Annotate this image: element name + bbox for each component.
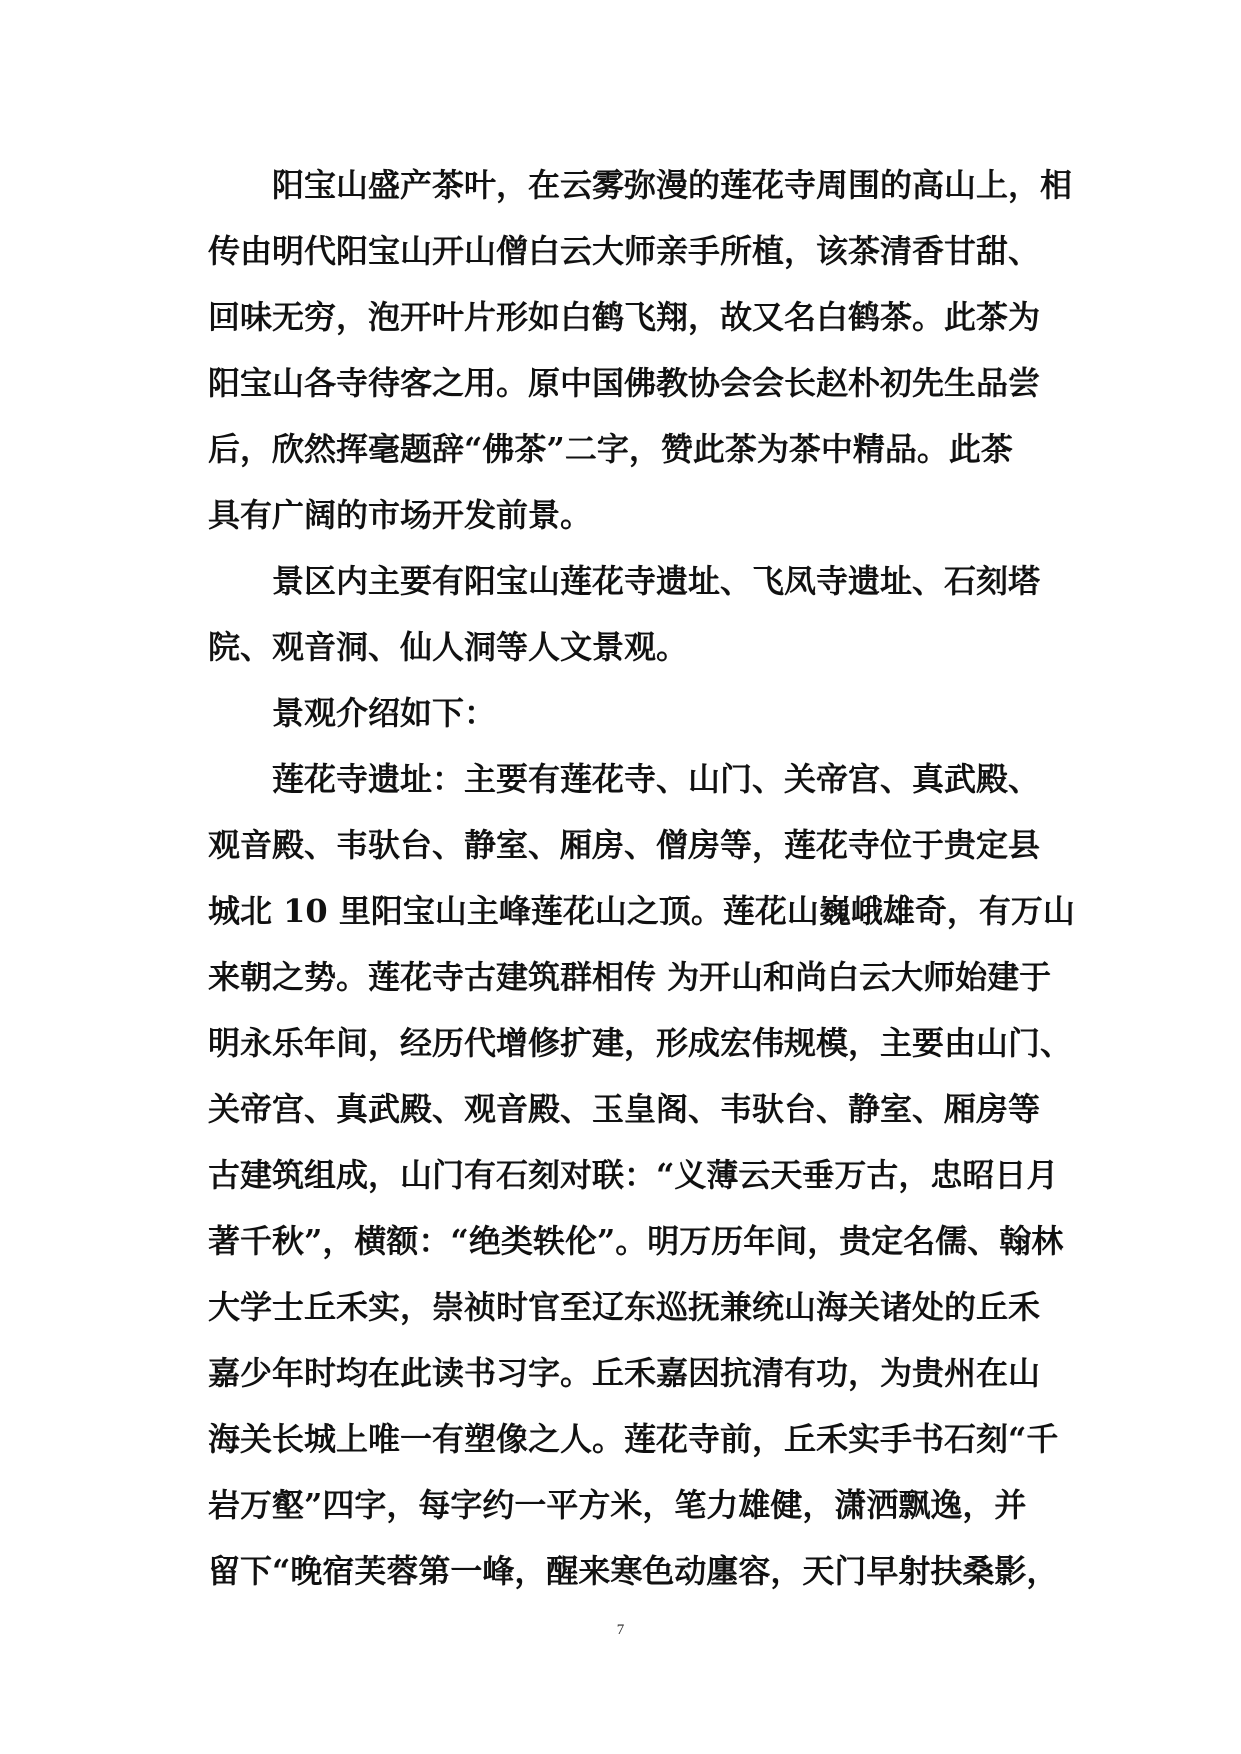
paragraph-line: 莲花寺遗址：主要有莲花寺、山门、关帝宫、真武殿、 — [272, 760, 1041, 798]
document-body — [208, 152, 1088, 1604]
paragraph-line: 观音殿、韦驮台、静室、厢房、僧房等，莲花寺位于贵定县 — [208, 826, 1041, 864]
paragraph-line: 著千秋”，横额：“绝类轶伦”。明万历年间，贵定名儒、翰林 — [208, 1222, 1064, 1260]
paragraph-line: 后，欣然挥毫题辞“佛茶”二字，赞此茶为茶中精品。此茶 — [208, 430, 1013, 468]
paragraph-line: 院、观音洞、仙人洞等人文景观。 — [208, 628, 689, 666]
paragraph-line: 大学士丘禾实，崇祯时官至辽东巡抚兼统山海关诸处的丘禾 — [208, 1288, 1041, 1326]
paragraph-line: 城北 10 里阳宝山主峰莲花山之顶。莲花山巍峨雄奇，有万山 — [208, 892, 1075, 930]
paragraph-line: 关帝宫、真武殿、观音殿、玉皇阁、韦驮台、静室、厢房等 — [208, 1090, 1041, 1128]
paragraph-line: 景观介绍如下： — [272, 694, 497, 732]
paragraph-line: 明永乐年间，经历代增修扩建，形成宏伟规模，主要由山门、 — [208, 1024, 1073, 1062]
paragraph-line: 景区内主要有阳宝山莲花寺遗址、飞凤寺遗址、石刻塔 — [272, 562, 1041, 600]
paragraph-line: 古建筑组成，山门有石刻对联：“义薄云天垂万古，忠昭日月 — [208, 1156, 1059, 1194]
paragraph-line: 回味无穷，泡开叶片形如白鹤飞翔，故又名白鹤茶。此茶为 — [208, 298, 1041, 336]
paragraph-line: 传由明代阳宝山开山僧白云大师亲手所植，该茶清香甘甜、 — [208, 232, 1041, 270]
page-number: 7 — [616, 1622, 625, 1638]
paragraph-line: 留下“晚宿芙蓉第一峰，醒来寒色动廛容，天门早射扶桑影， — [208, 1552, 1059, 1590]
paragraph-line: 阳宝山盛产茶叶，在云雾弥漫的莲花寺周围的高山上，相 — [272, 166, 1073, 204]
paragraph-line: 阳宝山各寺待客之用。原中国佛教协会会长赵朴初先生品尝 — [208, 364, 1041, 402]
paragraph-line: 具有广阔的市场开发前景。 — [208, 496, 593, 534]
paragraph-line: 来朝之势。莲花寺古建筑群相传 为开山和尚白云大师始建于 — [208, 958, 1052, 996]
paragraph-line: 岩万壑”四字，每字约一平方米，笔力雄健，潇洒飘逸，并 — [208, 1486, 1027, 1524]
paragraph-line: 嘉少年时均在此读书习字。丘禾嘉因抗清有功，为贵州在山 — [208, 1354, 1041, 1392]
paragraph-line: 海关长城上唯一有塑像之人。莲花寺前，丘禾实手书石刻“千 — [208, 1420, 1059, 1458]
